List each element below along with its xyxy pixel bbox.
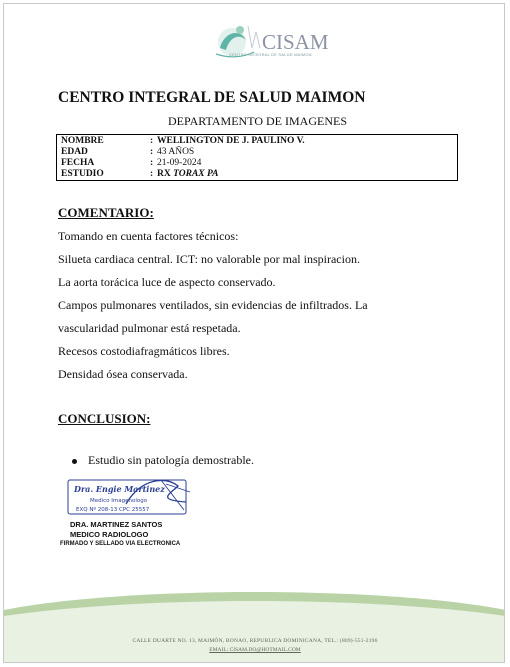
patient-info-box [56,134,458,181]
bullet-icon [72,459,77,464]
conclusion-heading: CONCLUSION: [58,411,151,426]
comment-line: Densidad ósea conservada. [58,367,188,381]
patient-colon: : [150,136,154,146]
comment-line: Tomando en cuenta factores técnicos: [58,229,239,243]
footer-email[interactable]: EMAIL: CISAM.DO@HOTMAIL.COM [209,647,301,653]
patient-label: FECHA [61,158,95,168]
comment-line: vascularidad pulmonar está respetada. [58,321,241,335]
patient-study-value [157,169,218,180]
doctor-name: DRA. MARTINEZ SANTOS [70,520,163,529]
logo-wordmark: CISAM [262,30,329,54]
stamp-role: Medico Imagenologo [90,498,148,504]
patient-colon: : [150,169,154,179]
document-title: CENTRO INTEGRAL DE SALUD MAIMON [58,89,366,106]
document-page [3,3,505,663]
comment-line: Silueta cardiaca central. ICT: no valorable por mal inspiracion. [58,252,360,266]
department-title: DEPARTAMENTO DE IMAGENES [168,114,347,128]
patient-name-value: WELLINGTON DE J. PAULINO V. [157,136,305,146]
comment-line: La aorta torácica luce de aspecto conservado. [58,275,276,289]
comment-line: Campos pulmonares ventilados, sin evidencias de infiltrados. La [58,298,368,312]
doctor-role: MEDICO RADIOLOGO [70,530,149,539]
logo-subtitle: CENTRO INTEGRAL DE SALUD MAIMON [229,52,312,57]
patient-date-value: 21-09-2024 [157,158,202,168]
signature-stamp-icon [66,474,196,520]
stamp-name: Dra. Engie Martinez [74,484,165,494]
patient-label: EDAD [61,147,88,157]
patient-label: ESTUDIO [61,169,104,179]
patient-colon: : [150,147,154,157]
patient-colon: : [150,158,154,168]
study-prefix: RX [157,169,174,179]
stamp-exq: EXQ Nº 208-13 CPC 25557 [76,507,150,513]
electronic-signature-note: FIRMADO Y SELLADO VIA ELECTRONICA [60,541,181,547]
patient-age-value: 43 AÑOS [157,147,195,157]
conclusion-item-text: Estudio sin patología demostrable. [88,453,254,467]
comment-line: Recesos costodiafragmáticos libres. [58,344,230,358]
comment-heading: COMENTARIO: [58,205,154,220]
footer-address: CALLE DUARTE NO. 13, MAIMÓN, BONAO, REPUBLICA DOMINICANA, TEL.: (809)-551-2196 [132,638,378,644]
patient-label: NOMBRE [61,136,104,146]
study-italic: TORAX PA [173,169,219,179]
